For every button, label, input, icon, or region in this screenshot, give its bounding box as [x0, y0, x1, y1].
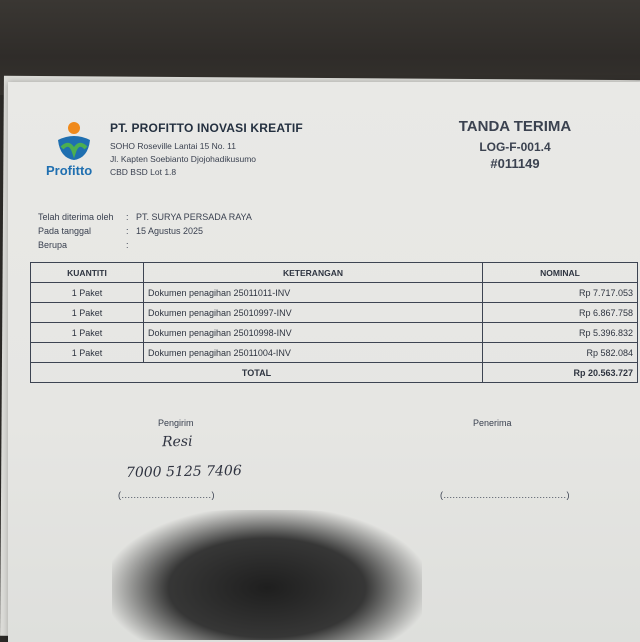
meta-row-contents — [38, 238, 252, 252]
cell-quantity: 1 Paket — [31, 323, 144, 343]
cell-description: Dokumen penagihan 25011011-INV — [144, 283, 483, 303]
total-amount: Rp 20.563.727 — [483, 363, 638, 383]
table-row — [31, 283, 638, 303]
cell-description: Dokumen penagihan 25011004-INV — [144, 343, 483, 363]
meta-colon: : — [126, 212, 129, 222]
meta-row-date — [38, 224, 252, 238]
total-label: TOTAL — [31, 363, 483, 383]
meta-row-received-by — [38, 210, 252, 224]
company-header — [110, 121, 303, 179]
table-header-row — [31, 263, 638, 283]
header-description: KETERANGAN — [144, 263, 483, 283]
meta-value: 15 Agustus 2025 — [136, 226, 204, 236]
document-info — [440, 118, 590, 171]
logo-wordmark: Profitto — [46, 163, 93, 178]
cell-description: Dokumen penagihan 25010997-INV — [144, 303, 483, 323]
company-name: PT. PROFITTO INOVASI KREATIF — [110, 121, 303, 135]
company-address — [110, 140, 303, 179]
cell-amount: Rp 6.867.758 — [483, 303, 638, 323]
document-title: TANDA TERIMA — [458, 118, 572, 135]
cell-amount: Rp 7.717.053 — [483, 283, 638, 303]
meta-colon: : — [126, 240, 129, 250]
cell-amount: Rp 5.396.832 — [483, 323, 638, 343]
hand-shadow — [112, 510, 422, 640]
address-line: CBD BSD Lot 1.8 — [110, 167, 177, 177]
cell-amount: Rp 582.084 — [483, 343, 638, 363]
table-row — [31, 343, 638, 363]
items-table — [30, 262, 638, 383]
meta-label: Telah diterima oleh — [38, 212, 114, 222]
meta-value: PT. SURYA PERSADA RAYA — [136, 212, 252, 222]
sender-label: Pengirim — [158, 418, 194, 428]
receiver-label: Penerima — [473, 418, 512, 428]
sender-signature-line: (..............................) — [118, 490, 216, 500]
handwritten-tracking-number: 7000 5125 7406 — [125, 462, 242, 482]
meta-label: Pada tanggal — [38, 226, 92, 236]
cell-quantity: 1 Paket — [31, 343, 144, 363]
table-row — [31, 303, 638, 323]
cell-quantity: 1 Paket — [31, 303, 144, 323]
header-quantity: KUANTITI — [31, 263, 144, 283]
header-nominal: NOMINAL — [483, 263, 638, 283]
receiver-signature-line: (.........................................) — [440, 490, 571, 500]
address-line: SOHO Roseville Lantai 15 No. 11 — [110, 141, 236, 151]
table-row — [31, 323, 638, 343]
meta-label: Berupa — [38, 240, 68, 250]
meta-colon: : — [126, 226, 129, 236]
handwritten-note: Resi — [161, 433, 193, 451]
cell-description: Dokumen penagihan 25010998-INV — [144, 323, 483, 343]
total-row — [31, 363, 638, 383]
document-code: LOG-F-001.4 — [479, 140, 551, 154]
address-line: Jl. Kapten Soebianto Djojohadikusumo — [110, 154, 257, 164]
document-number: #011149 — [490, 156, 540, 171]
receipt-meta — [38, 210, 252, 252]
cell-quantity: 1 Paket — [31, 283, 144, 303]
